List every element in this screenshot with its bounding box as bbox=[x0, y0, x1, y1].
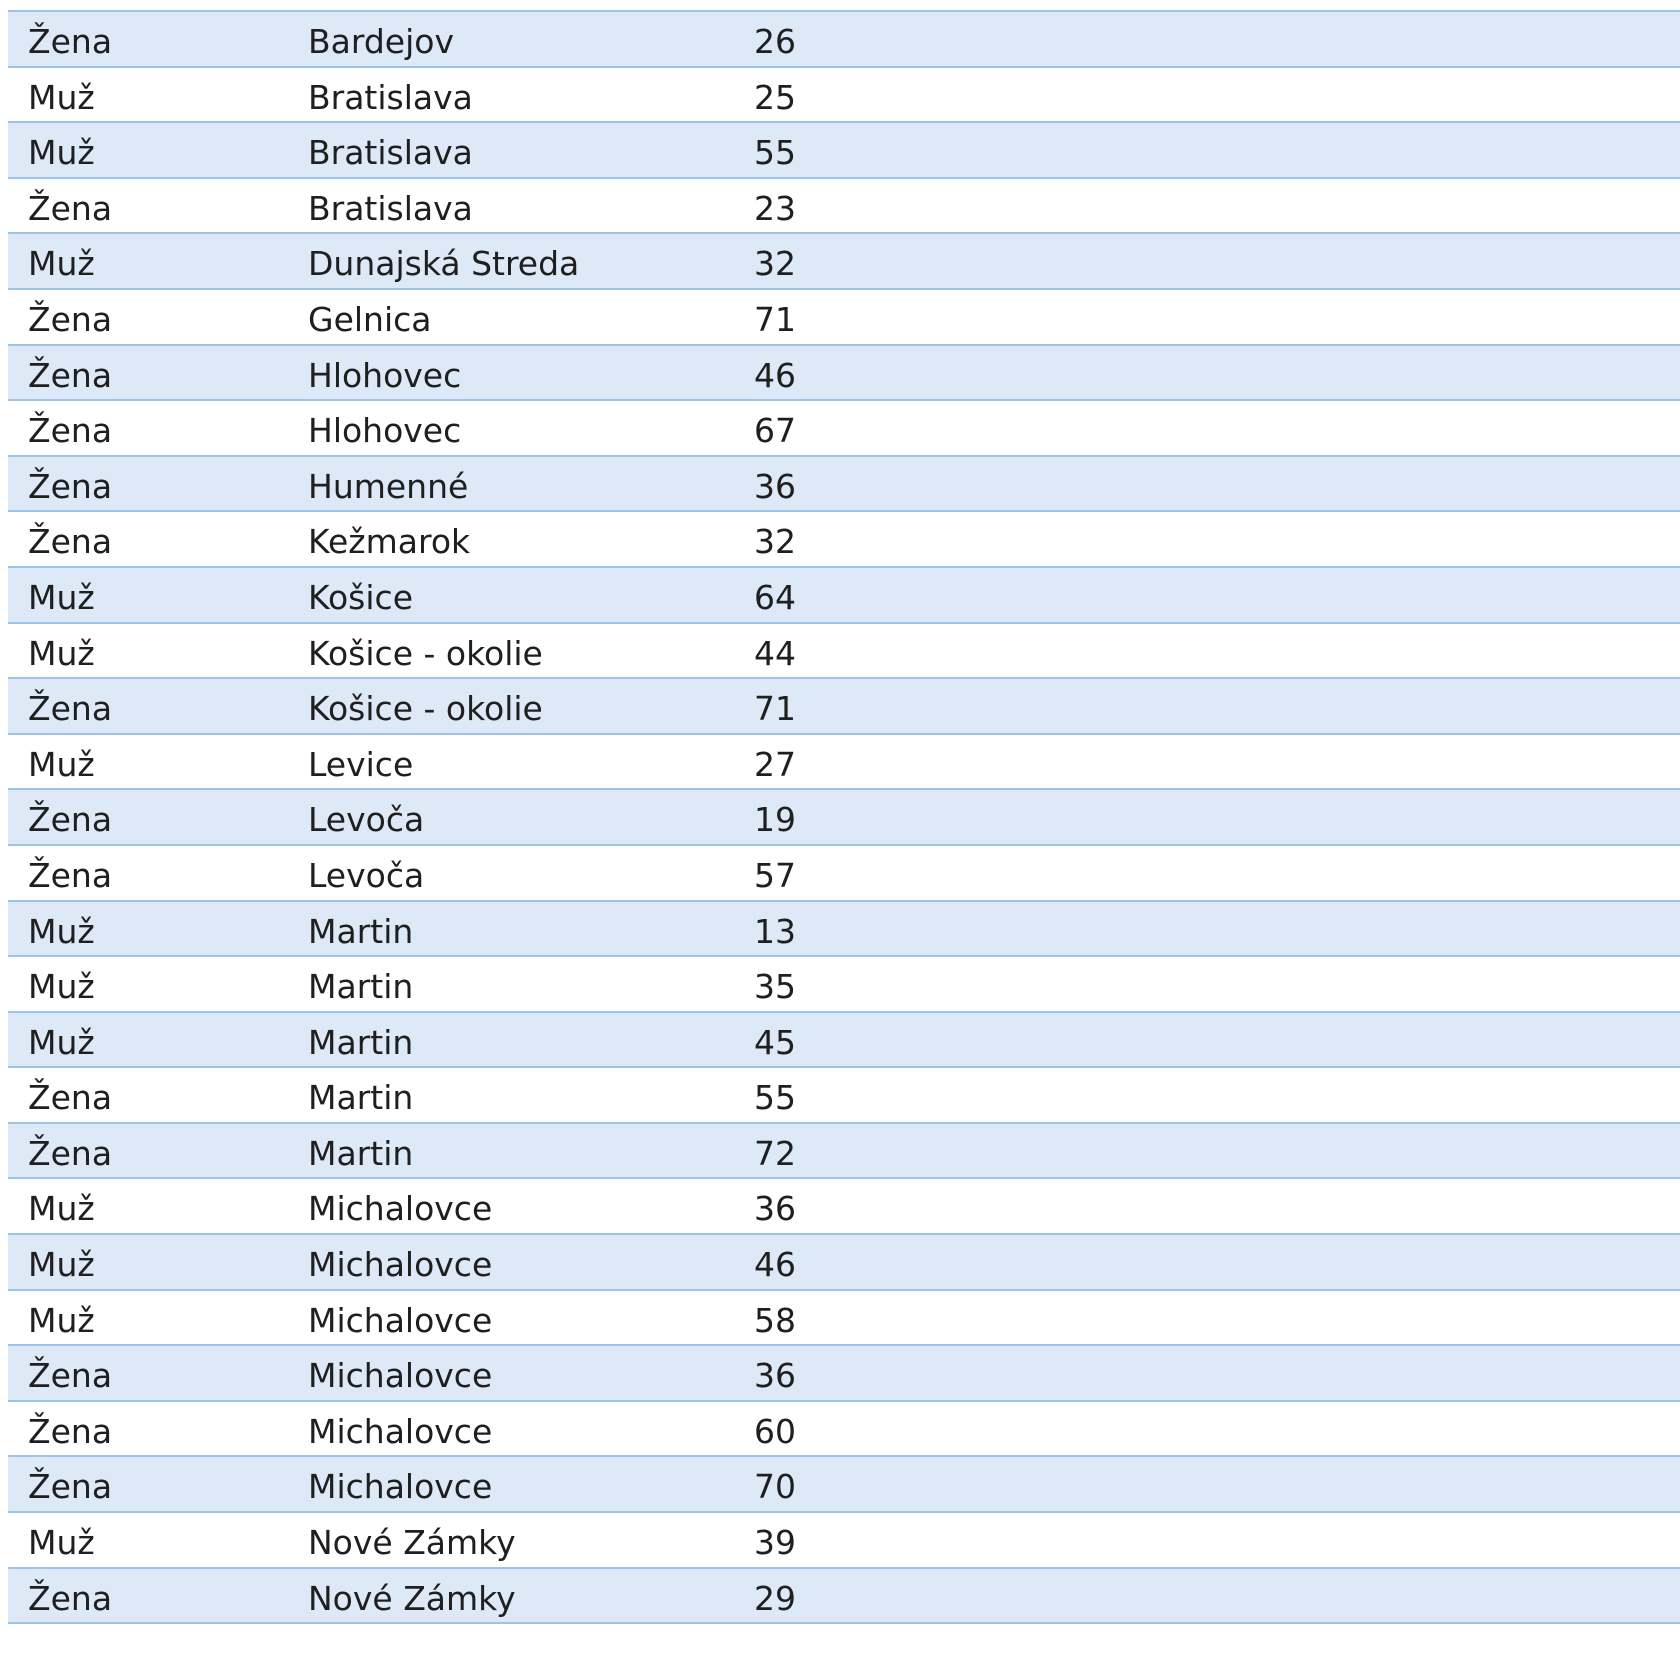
gender-cell: Žena bbox=[28, 1467, 113, 1507]
district-cell: Martin bbox=[308, 1078, 414, 1118]
table-row[interactable] bbox=[8, 234, 1680, 290]
age-cell: 32 bbox=[754, 522, 796, 562]
district-cell: Košice bbox=[308, 577, 413, 617]
district-cell: Bardejov bbox=[308, 22, 454, 61]
table-row[interactable] bbox=[8, 790, 1680, 846]
gender-cell: Muž bbox=[28, 911, 95, 951]
table-row[interactable] bbox=[8, 1235, 1680, 1291]
table-row[interactable] bbox=[8, 624, 1680, 680]
age-cell: 26 bbox=[754, 22, 796, 61]
age-cell: 46 bbox=[754, 1245, 796, 1285]
district-cell: Nové Zámky bbox=[308, 1578, 516, 1618]
table-row[interactable] bbox=[8, 1569, 1680, 1625]
district-cell: Kežmarok bbox=[308, 522, 471, 562]
district-cell: Michalovce bbox=[308, 1189, 493, 1229]
age-cell: 32 bbox=[754, 244, 796, 284]
table-row[interactable] bbox=[8, 1068, 1680, 1124]
table-row[interactable] bbox=[8, 846, 1680, 902]
age-cell: 71 bbox=[754, 689, 796, 729]
age-cell: 44 bbox=[754, 633, 796, 673]
age-cell: 35 bbox=[754, 967, 796, 1007]
district-cell: Michalovce bbox=[308, 1356, 493, 1396]
gender-cell: Muž bbox=[28, 77, 95, 117]
table-row[interactable] bbox=[8, 1457, 1680, 1513]
gender-cell: Žena bbox=[28, 411, 113, 451]
table-row[interactable] bbox=[8, 68, 1680, 124]
table-row[interactable] bbox=[8, 1013, 1680, 1069]
table-row[interactable] bbox=[8, 735, 1680, 791]
age-cell: 25 bbox=[754, 77, 796, 117]
district-cell: Hlohovec bbox=[308, 411, 462, 451]
gender-cell: Muž bbox=[28, 1523, 95, 1563]
age-cell: 39 bbox=[754, 1523, 796, 1563]
age-cell: 72 bbox=[754, 1133, 796, 1173]
gender-cell: Žena bbox=[28, 1411, 113, 1451]
age-cell: 19 bbox=[754, 800, 796, 840]
gender-cell: Muž bbox=[28, 1189, 95, 1229]
district-cell: Martin bbox=[308, 1022, 414, 1062]
district-cell: Košice - okolie bbox=[308, 689, 543, 729]
table-row[interactable] bbox=[8, 1291, 1680, 1347]
age-cell: 13 bbox=[754, 911, 796, 951]
age-cell: 55 bbox=[754, 1078, 796, 1118]
district-cell: Levoča bbox=[308, 855, 425, 895]
table-row[interactable] bbox=[8, 346, 1680, 402]
district-cell: Košice - okolie bbox=[308, 633, 543, 673]
table-row[interactable] bbox=[8, 902, 1680, 958]
district-cell: Nové Zámky bbox=[308, 1523, 516, 1563]
gender-cell: Žena bbox=[28, 355, 113, 395]
gender-cell: Žena bbox=[28, 466, 113, 506]
table-row[interactable] bbox=[8, 290, 1680, 346]
table-row[interactable] bbox=[8, 401, 1680, 457]
gender-cell: Žena bbox=[28, 1356, 113, 1396]
gender-cell: Žena bbox=[28, 689, 113, 729]
gender-cell: Žena bbox=[28, 800, 113, 840]
gender-cell: Muž bbox=[28, 244, 95, 284]
age-cell: 36 bbox=[754, 1189, 796, 1229]
age-cell: 71 bbox=[754, 299, 796, 339]
table-row[interactable] bbox=[8, 123, 1680, 179]
age-cell: 57 bbox=[754, 855, 796, 895]
age-cell: 46 bbox=[754, 355, 796, 395]
district-cell: Martin bbox=[308, 1133, 414, 1173]
district-cell: Martin bbox=[308, 911, 414, 951]
age-cell: 27 bbox=[754, 744, 796, 784]
table-row[interactable] bbox=[8, 957, 1680, 1013]
district-cell: Humenné bbox=[308, 466, 469, 506]
district-cell: Dunajská Streda bbox=[308, 244, 580, 284]
table-row[interactable] bbox=[8, 1513, 1680, 1569]
age-cell: 70 bbox=[754, 1467, 796, 1507]
age-cell: 58 bbox=[754, 1300, 796, 1340]
table-row[interactable] bbox=[8, 12, 1680, 68]
gender-cell: Muž bbox=[28, 1300, 95, 1340]
district-cell: Gelnica bbox=[308, 299, 432, 339]
gender-cell: Muž bbox=[28, 967, 95, 1007]
gender-cell: Žena bbox=[28, 299, 113, 339]
table-row[interactable] bbox=[8, 1402, 1680, 1458]
table-row[interactable] bbox=[8, 1346, 1680, 1402]
table-row[interactable] bbox=[8, 1179, 1680, 1235]
district-cell: Levoča bbox=[308, 800, 425, 840]
gender-cell: Muž bbox=[28, 744, 95, 784]
district-cell: Michalovce bbox=[308, 1300, 493, 1340]
gender-cell: Žena bbox=[28, 855, 113, 895]
gender-cell: Žena bbox=[28, 22, 113, 61]
district-cell: Michalovce bbox=[308, 1467, 493, 1507]
table-row[interactable] bbox=[8, 512, 1680, 568]
gender-cell: Žena bbox=[28, 1078, 113, 1118]
district-cell: Hlohovec bbox=[308, 355, 462, 395]
table-row[interactable] bbox=[8, 457, 1680, 513]
district-cell: Martin bbox=[308, 967, 414, 1007]
gender-cell: Muž bbox=[28, 1245, 95, 1285]
table-row[interactable] bbox=[8, 568, 1680, 624]
age-cell: 45 bbox=[754, 1022, 796, 1062]
district-cell: Levice bbox=[308, 744, 414, 784]
age-cell: 23 bbox=[754, 188, 796, 228]
age-cell: 64 bbox=[754, 577, 796, 617]
gender-cell: Muž bbox=[28, 633, 95, 673]
age-cell: 60 bbox=[754, 1411, 796, 1451]
age-cell: 29 bbox=[754, 1578, 796, 1618]
gender-cell: Muž bbox=[28, 133, 95, 173]
table-row[interactable] bbox=[8, 179, 1680, 235]
district-cell: Bratislava bbox=[308, 133, 473, 173]
table-row[interactable] bbox=[8, 679, 1680, 735]
gender-cell: Žena bbox=[28, 1578, 113, 1618]
age-cell: 67 bbox=[754, 411, 796, 451]
gender-cell: Žena bbox=[28, 522, 113, 562]
gender-cell: Žena bbox=[28, 1133, 113, 1173]
age-cell: 36 bbox=[754, 466, 796, 506]
district-cell: Michalovce bbox=[308, 1411, 493, 1451]
district-cell: Michalovce bbox=[308, 1245, 493, 1285]
gender-cell: Muž bbox=[28, 577, 95, 617]
gender-cell: Žena bbox=[28, 188, 113, 228]
table-row[interactable] bbox=[8, 1124, 1680, 1180]
district-cell: Bratislava bbox=[308, 188, 473, 228]
age-cell: 55 bbox=[754, 133, 796, 173]
gender-cell: Muž bbox=[28, 1022, 95, 1062]
age-cell: 36 bbox=[754, 1356, 796, 1396]
data-table bbox=[8, 10, 1680, 1624]
district-cell: Bratislava bbox=[308, 77, 473, 117]
